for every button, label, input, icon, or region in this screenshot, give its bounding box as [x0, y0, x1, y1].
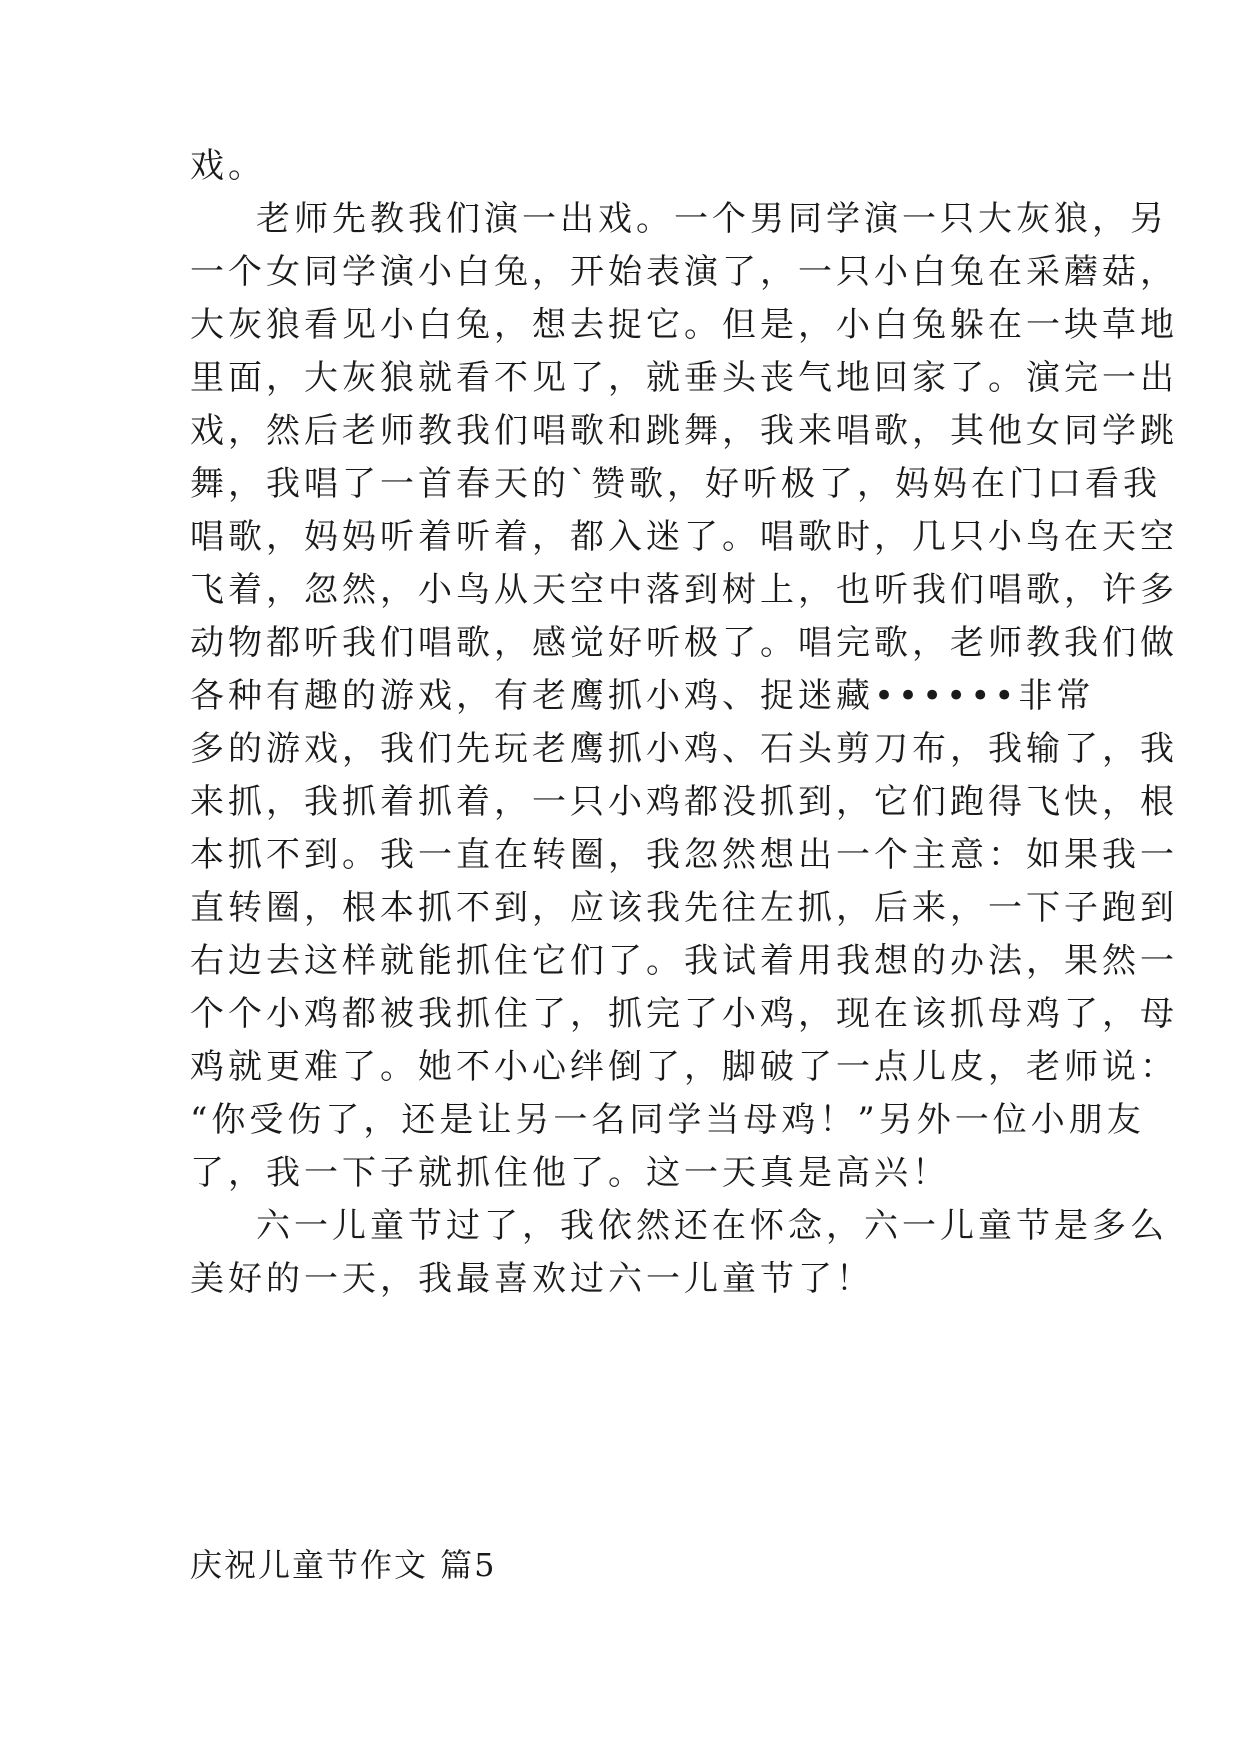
text-line: 个个小鸡都被我抓住了，抓完了小鸡，现在该抓母鸡了，母	[190, 994, 1178, 1034]
text-line: 戏，然后老师教我们唱歌和跳舞，我来唱歌，其他女同学跳	[190, 411, 1178, 451]
text-line: 右边去这样就能抓住它们了。我试着用我想的办法，果然一	[190, 941, 1178, 981]
text-line: 动物都听我们唱歌，感觉好听极了。唱完歌，老师教我们做	[190, 623, 1178, 663]
text-line: 戏。	[190, 146, 266, 186]
text-line: 直转圈，根本抓不到，应该我先往左抓，后来，一下子跑到	[190, 888, 1178, 928]
text-line: 飞着，忽然，小鸟从天空中落到树上，也听我们唱歌，许多	[190, 570, 1178, 610]
text-line: 多的游戏，我们先玩老鹰抓小鸡、石头剪刀布，我输了，我	[190, 729, 1178, 769]
text-line: 美好的一天，我最喜欢过六一儿童节了！	[190, 1259, 874, 1299]
paragraph-start-line: 六一儿童节过了，我依然还在怀念，六一儿童节是多么	[256, 1206, 1168, 1246]
section-heading: 庆祝儿童节作文 篇5	[190, 1546, 497, 1584]
text-line: 一个女同学演小白兔，开始表演了，一只小白兔在采蘑菇，	[190, 252, 1178, 292]
text-line: 里面，大灰狼就看不见了，就垂头丧气地回家了。演完一出	[190, 358, 1178, 398]
text-line: 大灰狼看见小白兔，想去捉它。但是，小白兔躲在一块草地	[190, 305, 1178, 345]
text-line: 来抓，我抓着抓着，一只小鸡都没抓到，它们跑得飞快，根	[190, 782, 1178, 822]
text-line: 各种有趣的游戏，有老鹰抓小鸡、捉迷藏••••••非常	[190, 676, 1095, 716]
text-line: 本抓不到。我一直在转圈，我忽然想出一个主意：如果我一	[190, 835, 1178, 875]
text-line: 唱歌，妈妈听着听着，都入迷了。唱歌时，几只小鸟在天空	[190, 517, 1178, 557]
text-line: 鸡就更难了。她不小心绊倒了，脚破了一点儿皮，老师说：	[190, 1047, 1178, 1087]
paragraph-start-line: 老师先教我们演一出戏。一个男同学演一只大灰狼，另	[256, 199, 1168, 239]
text-line: 舞，我唱了一首春天的`赞歌，好听极了，妈妈在门口看我	[190, 464, 1161, 504]
text-line: 了，我一下子就抓住他了。这一天真是高兴！	[190, 1153, 950, 1193]
text-line: “你受伤了，还是让另一名同学当母鸡！”另外一位小朋友	[190, 1100, 1145, 1140]
